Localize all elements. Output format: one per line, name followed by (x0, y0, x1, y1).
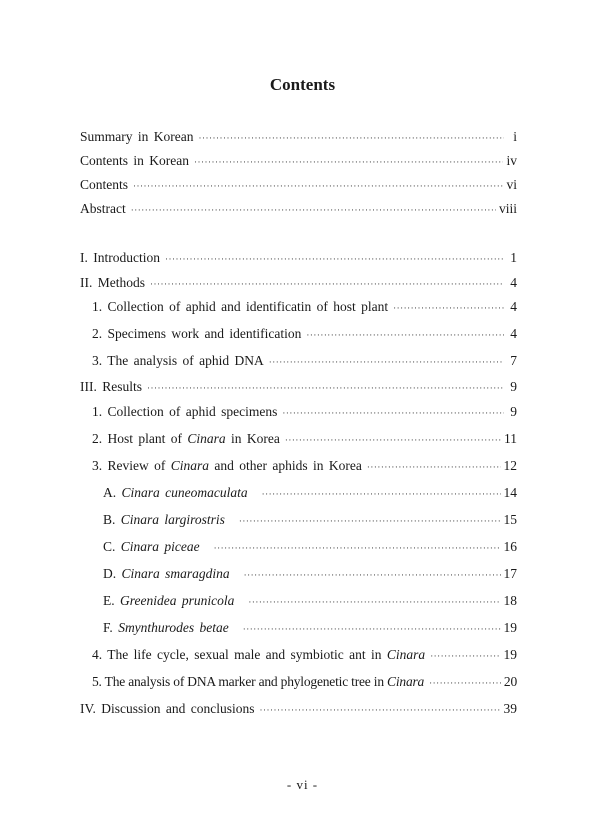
toc-entry-label: Contents in Korean (80, 153, 189, 168)
toc-leader-dots (393, 299, 504, 317)
toc-entry-page: viii (498, 201, 517, 216)
toc-entry-results-4[interactable] (92, 646, 517, 665)
toc-entry-results-1[interactable] (92, 403, 517, 422)
toc-entry-label (103, 484, 248, 502)
toc-entry-label-taxon: Cinara largirostris (120, 512, 225, 527)
toc-entry-label: Summary in Korean (80, 129, 194, 144)
toc-entry-page: 1 (510, 250, 517, 265)
toc-entry-label-prefix: D. (103, 566, 122, 581)
toc-entry-label-prefix: F. (103, 620, 119, 635)
toc-leader-dots (147, 379, 504, 397)
toc-entry-page: i (513, 129, 517, 144)
page-number-footer: - vi - (286, 777, 319, 792)
toc-entry-page: 19 (503, 647, 517, 662)
toc-leader-dots (194, 153, 504, 171)
toc-entry-methods-3[interactable] (92, 352, 517, 371)
toc-entry-label-taxon: Cinara smaragdina (121, 566, 230, 581)
toc-leader-dots (282, 404, 504, 422)
toc-leader-dots (150, 275, 504, 293)
toc-leader-dots (269, 353, 504, 371)
toc-leader-dots (285, 431, 501, 449)
toc-entry-page: 11 (504, 431, 517, 446)
toc-entry-page: 39 (503, 701, 517, 716)
toc-entry-label-taxon: Cinara cuneomaculata (121, 485, 248, 500)
toc-entry-label: Contents (80, 177, 129, 192)
toc-entry-label-prefix: 3. Review of (92, 458, 171, 473)
toc-entry-label-prefix: E. (103, 593, 120, 608)
toc-entry-page: 17 (503, 566, 517, 581)
toc-entry-page: 19 (503, 620, 517, 635)
toc-leader-dots (165, 250, 504, 268)
toc-entry-page: 4 (510, 299, 517, 314)
toc-leader-dots (260, 701, 501, 719)
toc-entry-introduction[interactable] (80, 249, 517, 268)
toc-entry-label: 3. The analysis of aphid DNA (92, 353, 264, 368)
toc-entry-label (92, 457, 362, 475)
toc-leader-dots (248, 593, 500, 611)
toc-entry-label-prefix: A. (103, 485, 122, 500)
toc-entry-page: 7 (510, 353, 517, 368)
toc-entry-label-taxon: Cinara (187, 431, 226, 446)
toc-entry-label-suffix: in Korea (225, 431, 280, 446)
toc-entry-label-prefix: 4. The life cycle, sexual male and symbiotic ant in (92, 647, 387, 662)
toc-entry-label-prefix: B. (103, 512, 121, 527)
toc-entry-contents-korean[interactable] (80, 152, 517, 171)
toc-entry-label (103, 511, 225, 529)
toc-entry-results-2[interactable] (92, 430, 517, 449)
toc-entry-page: 4 (510, 326, 517, 341)
toc-entry-methods-1[interactable] (92, 298, 517, 317)
toc-leader-dots (306, 326, 504, 344)
toc-leader-dots (131, 201, 496, 219)
toc-leader-dots (214, 539, 501, 557)
toc-leader-dots (198, 129, 504, 147)
toc-entry-page: 9 (510, 379, 517, 394)
toc-entry-label: II. Methods (80, 275, 145, 290)
toc-entry-label (92, 430, 280, 448)
toc-entry-results[interactable] (80, 378, 517, 397)
toc-entry-label-taxon: Cinara (386, 647, 426, 662)
toc-entry-methods-2[interactable] (92, 325, 517, 344)
toc-entry-label-taxon: Greenidea prunicola (120, 593, 235, 608)
toc-entry-contents[interactable] (80, 176, 517, 195)
toc-entry-page: 20 (503, 674, 517, 689)
toc-entry-results-5[interactable] (92, 673, 517, 692)
toc-entry-page: 14 (503, 485, 517, 500)
toc-entry-label: Abstract (80, 201, 126, 216)
toc-entry-label (103, 565, 230, 583)
toc-entry-label-taxon: Smynthurodes betae (118, 620, 229, 635)
toc-entry-page: 9 (510, 404, 517, 419)
toc-entry-discussion[interactable] (80, 700, 517, 719)
toc-leader-dots (239, 512, 501, 530)
toc-entry-page: 15 (503, 512, 517, 527)
toc-entry-label: 2. Specimens work and identification (92, 326, 302, 341)
toc-entry-label: III. Results (80, 379, 142, 394)
toc-entry-summary-korean[interactable] (80, 128, 517, 147)
toc-entry-results-3c[interactable] (103, 538, 517, 557)
toc-entry-label-taxon: Cinara (387, 674, 425, 689)
toc-entry-label (92, 673, 424, 691)
toc-entry-results-3b[interactable] (103, 511, 517, 530)
toc-entry-page: vi (506, 177, 517, 192)
toc-entry-label: 1. Collection of aphid and identificatin of host plant (92, 299, 389, 314)
toc-entry-label (103, 538, 200, 556)
toc-entry-label (103, 592, 234, 610)
toc-entry-results-3e[interactable] (103, 592, 517, 611)
page-title: Contents (269, 75, 336, 94)
toc-entry-label-suffix: and other aphids in Korea (209, 458, 362, 473)
toc-entry-label-prefix: 2. Host plant of (92, 431, 188, 446)
toc-entry-label-prefix: C. (103, 539, 121, 554)
toc-entry-results-3a[interactable] (103, 484, 517, 503)
toc-entry-page: iv (506, 153, 517, 168)
toc-entry-label (103, 619, 229, 637)
toc-leader-dots (262, 485, 501, 503)
toc-entry-label-taxon: Cinara (170, 458, 209, 473)
toc-entry-page: 4 (510, 275, 517, 290)
toc-leader-dots (430, 647, 500, 665)
toc-entry-abstract[interactable] (80, 200, 517, 219)
toc-entry-results-3f[interactable] (103, 619, 517, 638)
toc-entry-label: IV. Discussion and conclusions (80, 701, 255, 716)
toc-entry-results-3[interactable] (92, 457, 517, 476)
toc-entry-label-prefix: 5. The analysis of DNA marker and phylogenetic tree in (92, 674, 388, 689)
toc-entry-label (92, 646, 425, 664)
toc-leader-dots (244, 566, 501, 584)
toc-entry-page: 18 (503, 593, 517, 608)
toc-entry-label: 1. Collection of aphid specimens (92, 404, 278, 419)
toc-entry-label: I. Introduction (80, 250, 160, 265)
toc-entry-results-3d[interactable] (103, 565, 517, 584)
toc-leader-dots (429, 674, 501, 692)
toc-entry-page: 12 (503, 458, 517, 473)
toc-leader-dots (133, 177, 503, 195)
toc-leader-dots (367, 458, 501, 476)
toc-entry-page: 16 (503, 539, 517, 554)
toc-entry-label-taxon: Cinara piceae (120, 539, 200, 554)
toc-entry-methods[interactable] (80, 274, 517, 293)
toc-leader-dots (243, 620, 501, 638)
